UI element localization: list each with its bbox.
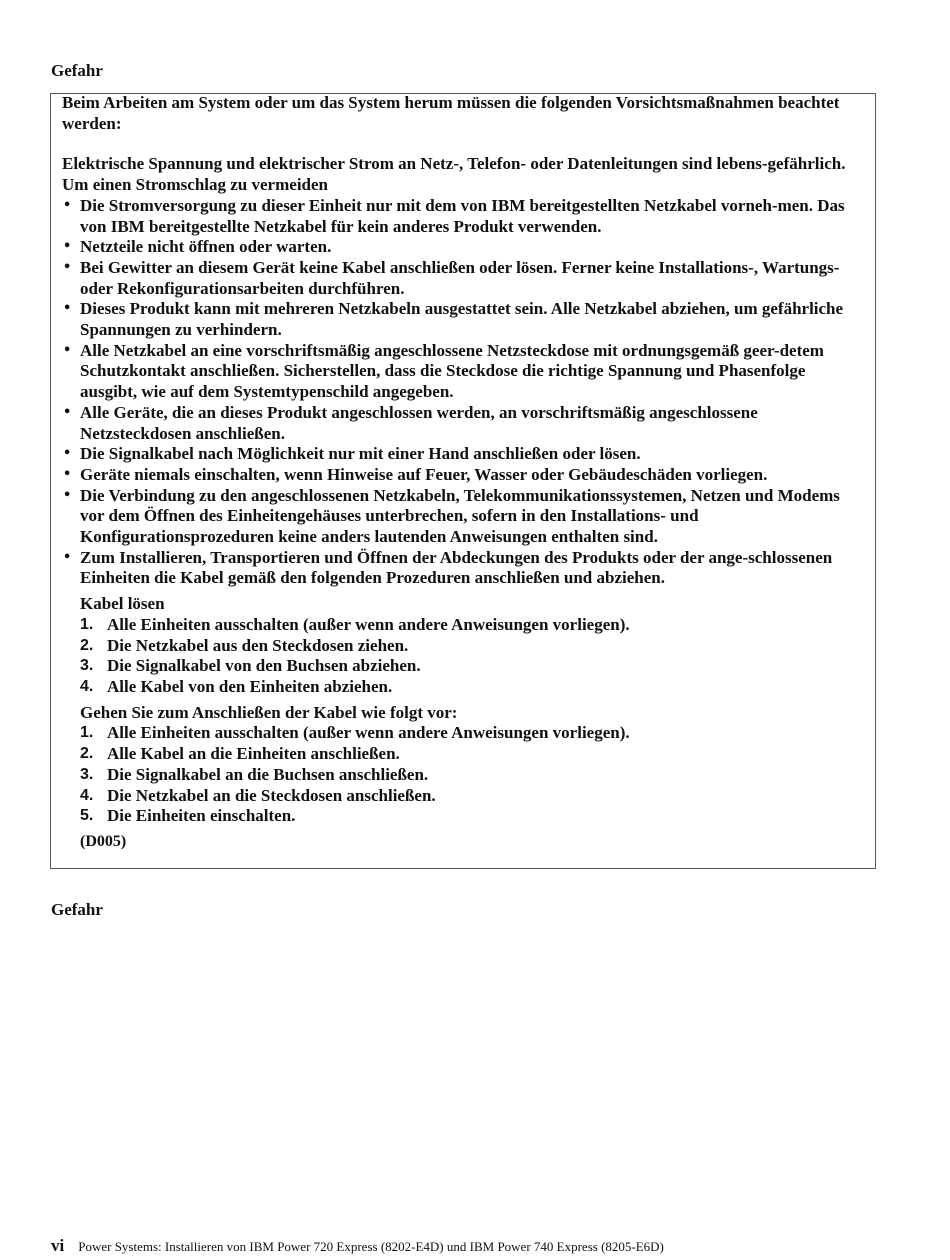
danger-heading: Gefahr	[51, 61, 103, 80]
step-text: Die Signalkabel von den Buchsen abziehen.	[107, 656, 421, 676]
list-item: • Die Signalkabel nach Möglichkeit nur mit einer Hand anschließen oder lösen.	[62, 444, 863, 465]
step-text: Alle Einheiten ausschalten (außer wenn andere Anweisungen vorliegen).	[107, 723, 630, 743]
step-item	[80, 744, 863, 765]
step-item	[80, 656, 863, 677]
danger-notice-box	[50, 93, 876, 869]
disconnect-heading: Kabel lösen	[80, 594, 165, 614]
page-footer	[51, 1236, 664, 1257]
step-number: 2.	[80, 745, 94, 763]
step-number: 5.	[80, 807, 94, 825]
step-item	[80, 677, 863, 698]
connect-steps	[80, 723, 863, 827]
step-item	[80, 786, 863, 807]
step-item	[80, 806, 863, 827]
step-item	[80, 765, 863, 786]
step-text: Die Netzkabel aus den Steckdosen ziehen.	[107, 635, 409, 655]
step-text: Alle Kabel von den Einheiten abziehen.	[107, 676, 393, 696]
statement-code: (D005)	[80, 832, 127, 850]
list-item: • Bei Gewitter an diesem Gerät keine Kabel anschließen oder lösen. Ferner keine Installations-, Wartungs- oder Rekonfigurationsarbeiten durchführen.	[62, 258, 863, 299]
step-number: 4.	[80, 786, 94, 804]
step-number: 1.	[80, 724, 94, 742]
list-item: • Dieses Produkt kann mit mehreren Netzkabeln ausgestattet sein. Alle Netzkabel abziehen, um gefährliche Spannungen zu verhindern.	[62, 299, 863, 340]
step-text: Die Signalkabel an die Buchsen anschließen.	[107, 764, 429, 784]
list-item: • Zum Installieren, Transportieren und Öffnen der Abdeckungen des Produkts oder der ange-schlossenen Einheiten die Kabel gemäß den folgenden Prozeduren anschließen und abziehen.	[62, 548, 863, 589]
precautions-list	[62, 196, 863, 589]
list-item: • Alle Geräte, die an dieses Produkt angeschlossen werden, an vorschriftsmäßig angeschlossene Netzsteckdosen anschließen.	[62, 403, 863, 444]
step-item	[80, 636, 863, 657]
list-item: • Die Verbindung zu den angeschlossenen Netzkabeln, Telekommunikationssystemen, Netzen und Modems vor dem Öffnen des Einheitengehäuses unterbrechen, sofern in den Installations- und Konfigurationsprozeduren keine anders lautenden Anweisungen enthalten sind.	[62, 486, 863, 548]
step-item	[80, 615, 863, 636]
danger-heading-second: Gefahr	[51, 900, 103, 919]
step-text: Die Einheiten einschalten.	[107, 806, 296, 826]
connect-heading: Gehen Sie zum Anschließen der Kabel wie folgt vor:	[80, 702, 458, 722]
step-number: 3.	[80, 657, 94, 675]
list-item: • Geräte niemals einschalten, wenn Hinweise auf Feuer, Wasser oder Gebäudeschäden vorliegen.	[62, 465, 863, 486]
step-text: Alle Einheiten ausschalten (außer wenn andere Anweisungen vorliegen).	[107, 614, 630, 634]
list-item: • Die Stromversorgung zu dieser Einheit nur mit dem von IBM bereitgestellten Netzkabel vorneh-men. Das von IBM bereitgestellte Netzkabel für kein anderes Produkt verwenden.	[62, 196, 863, 237]
list-item: • Alle Netzkabel an eine vorschriftsmäßig angeschlossene Netzsteckdose mit ordnungsgemäß geer-detem Schutzkontakt anschließen. Sicherstellen, dass die Steckdose die richtige Spannung und Phasenfolge ausgibt, wie auf dem Systemtypenschild angegeben.	[62, 341, 863, 403]
step-item	[80, 723, 863, 744]
page-number: vi	[51, 1236, 65, 1255]
step-text: Alle Kabel an die Einheiten anschließen.	[107, 744, 400, 764]
step-text: Die Netzkabel an die Steckdosen anschließen.	[107, 785, 436, 805]
disconnect-steps	[80, 615, 863, 698]
footer-title: Power Systems: Installieren von IBM Power 720 Express (8202-E4D) und IBM Power 740 Express (8205-E6D)	[78, 1239, 664, 1254]
intro-text: Beim Arbeiten am System oder um das System herum müssen die folgenden Vorsichtsmaßnahmen beachtet werden:	[62, 93, 840, 133]
step-number: 1.	[80, 615, 94, 633]
step-number: 4.	[80, 677, 94, 695]
step-number: 2.	[80, 636, 94, 654]
step-number: 3.	[80, 765, 94, 783]
warning-text: Elektrische Spannung und elektrischer Strom an Netz-, Telefon- oder Datenleitungen sind lebens-gefährlich. Um einen Stromschlag zu vermeiden	[62, 154, 846, 195]
list-item: • Netzteile nicht öffnen oder warten.	[62, 237, 863, 258]
